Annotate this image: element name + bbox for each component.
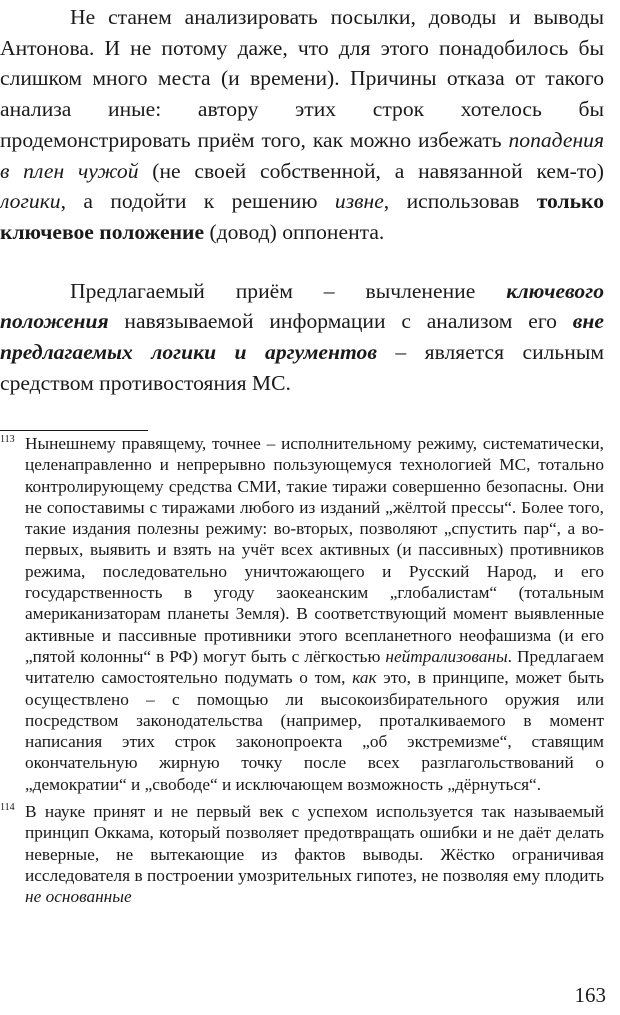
emphasis-italic: логики [0,189,61,214]
page-number: 163 [574,983,606,1007]
text-run: Нынешнему правящему, точнее – исполнительному режиму, систематически, целенаправленно и непрерывно пользующемуся технологией МС, тотально контролирующему средства СМИ, такие тиражи совершенно безопасны. Они не сопоставимы с тиражами любого из изданий „жёлтой прессы“. Более того, такие издания полезны режиму: во-вторых, позволяют „спустить пар“, а во-первых, выявить и взять на учёт всех активных (и пассивных) противников режима, последовательно уничтожающего и Русский Народ, и его государственность в угоду заокеанским „глобалистам“ (тотальным американизаторам планеты Земля). В соответствующий момент выявленные активные и пассивные противники этого всепланетного неофашизма (и его „пятой колонны“ в РФ) могут быть с лёгкостью [25,434,604,666]
text-run: Не станем анализировать посылки, доводы и выводы Антонова. И не потому даже, что для этого понадобилось бы слишком много места (и времени). Причины отказа от такого анализа иные: автору этих строк хотелось бы продемонстрировать приём того, как можно избежать [0,5,604,152]
text-run: это, в принципе, может быть осуществлено – с помощью ли высокоизбирательного оружия или посредством законодательства (например, проталкиваемого в момент написания этих строк законопроекта „об экстремизме“, ставящим окончательную жирную точку после всех разглагольствований о „демократии“ и „свободе“ и исключающем возможность „дёрнуться“. [25,668,604,794]
text-run: , использовав [383,189,537,214]
emphasis-italic: нейтрализованы [385,646,508,666]
emphasis-bold-italic: вне предлагаемых логики и аргументов [0,309,604,365]
text-run: (довод) оппонента. [204,219,385,244]
footnote-number: 114 [0,802,15,814]
main-text [0,2,604,398]
emphasis-bold-italic: ключевого положения [0,278,604,334]
text-run: навязываемой информации с анализом его [108,309,573,334]
footnote-113 [0,433,604,795]
emphasis-italic: как [352,668,377,688]
footnote-114 [0,801,604,907]
paragraph-1 [0,2,604,248]
footnote-divider [0,430,148,431]
paragraph-2 [0,276,604,399]
footnote-number: 113 [0,434,15,445]
text-run: . Предлагаем читателю самостоятельно подумать о том, [25,646,604,688]
emphasis-italic: не основанные [25,887,132,907]
emphasis-italic: попадения в плен чужой [0,127,604,183]
text-run: В науке принят и не первый век с успехом используется так называемый принцип Оккама, который позволяет предотвращать ошибки и не даёт делать неверные, не вытекающие из фактов выводы. Жёстко ограничивая исследователя в построении умозрительных гипотез, не позволяя ему плодить [25,802,604,885]
emphasis-italic: извне [334,189,384,214]
emphasis-bold: только ключевое положение [0,189,605,244]
text-run: (не своей собственной, а навязанной кем-то) [138,158,604,183]
text-run: Предлагаемый приём – вычленение [70,278,507,303]
text-run: , а подойти к решению [60,189,335,214]
text-run: – является сильным средством противостояния МС. [0,340,604,395]
footnotes [0,433,604,908]
